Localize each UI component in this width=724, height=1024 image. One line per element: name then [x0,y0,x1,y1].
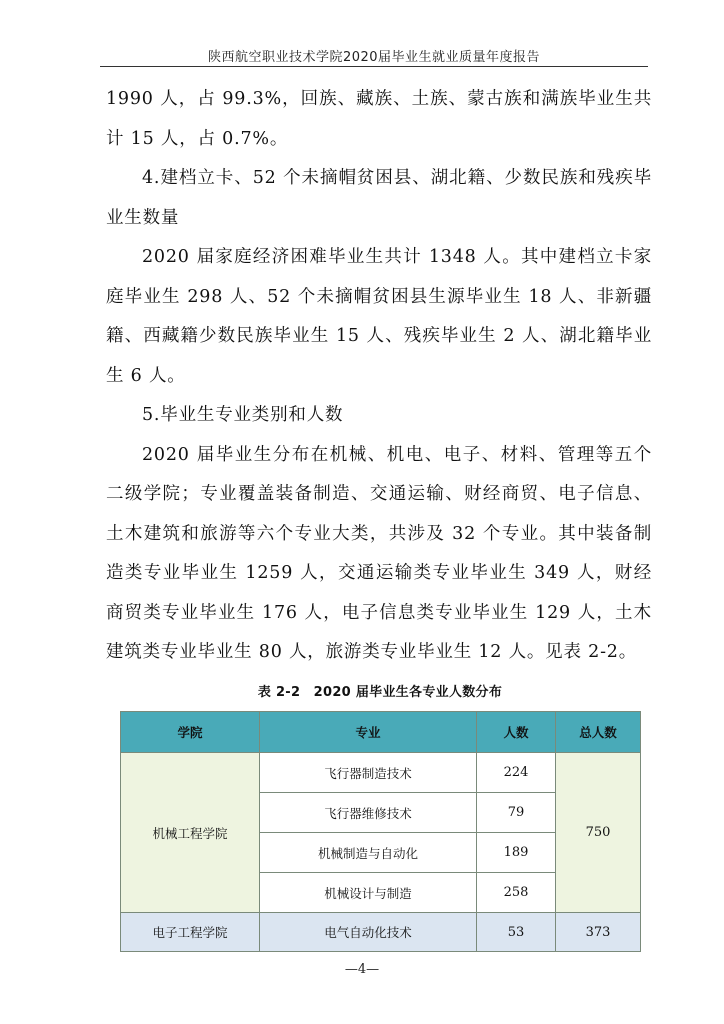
major-cell: 机械制造与自动化 [260,833,477,873]
header-divider [100,66,648,67]
paragraph-ethnic-stats: 1990 人，占 99.3%，回族、藏族、土族、蒙古族和满族毕业生共计 15 人，占 0.7%。 [106,89,652,149]
count-cell: 53 [477,913,556,952]
major-cell: 电气自动化技术 [260,913,477,952]
count-cell: 224 [477,753,556,793]
report-body [106,80,652,673]
header-major: 专业 [260,712,477,753]
header-count: 人数 [477,712,556,753]
page-number: —4— [344,962,380,977]
count-cell: 258 [477,873,556,913]
count-cell: 189 [477,833,556,873]
count-cell: 79 [477,793,556,833]
paragraph-hardship-stats: 2020 届家庭经济困难毕业生共计 1348 人。其中建档立卡家庭毕业生 298 人、52 个未摘帽贫困县生源毕业生 18 人、非新疆籍、西藏籍少数民族毕业生 15 人、残疾毕业生 2 人、湖北籍毕业生 6 人。 [106,247,652,386]
header-college: 学院 [121,712,260,753]
college-cell: 电子工程学院 [121,913,260,952]
total-cell: 373 [556,913,641,952]
section-heading-5: 5.毕业生专业类别和人数 [142,405,344,425]
major-distribution-table [120,711,641,952]
major-cell: 飞行器维修技术 [260,793,477,833]
total-cell: 750 [556,753,641,913]
table-row [121,753,641,793]
college-cell: 机械工程学院 [121,753,260,913]
table-header-row [121,712,641,753]
header-total: 总人数 [556,712,641,753]
section-heading-4: 4.建档立卡、52 个未摘帽贫困县、湖北籍、少数民族和残疾毕业生数量 [106,168,652,228]
running-header: 陕西航空职业技术学院2020届毕业生就业质量年度报告 [207,50,541,65]
major-cell: 飞行器制造技术 [260,753,477,793]
table-row [121,913,641,952]
table-caption: 表 2-2 2020 届毕业生各专业人数分布 [257,685,503,700]
major-cell: 机械设计与制造 [260,873,477,913]
paragraph-major-distribution: 2020 届毕业生分布在机械、机电、电子、材料、管理等五个二级学院；专业覆盖装备制造、交通运输、财经商贸、电子信息、土木建筑和旅游等六个专业大类，共涉及 32 个专业。其中装备制造类专业毕业生 1259 人，交通运输类专业毕业生 349 人，财经商贸类专业毕业生 176 人，电子信息类专业毕业生 129 人，土木建筑类专业毕业生 80 人，旅游类专业毕业生 12 人。见表 2-2。 [106,444,652,662]
